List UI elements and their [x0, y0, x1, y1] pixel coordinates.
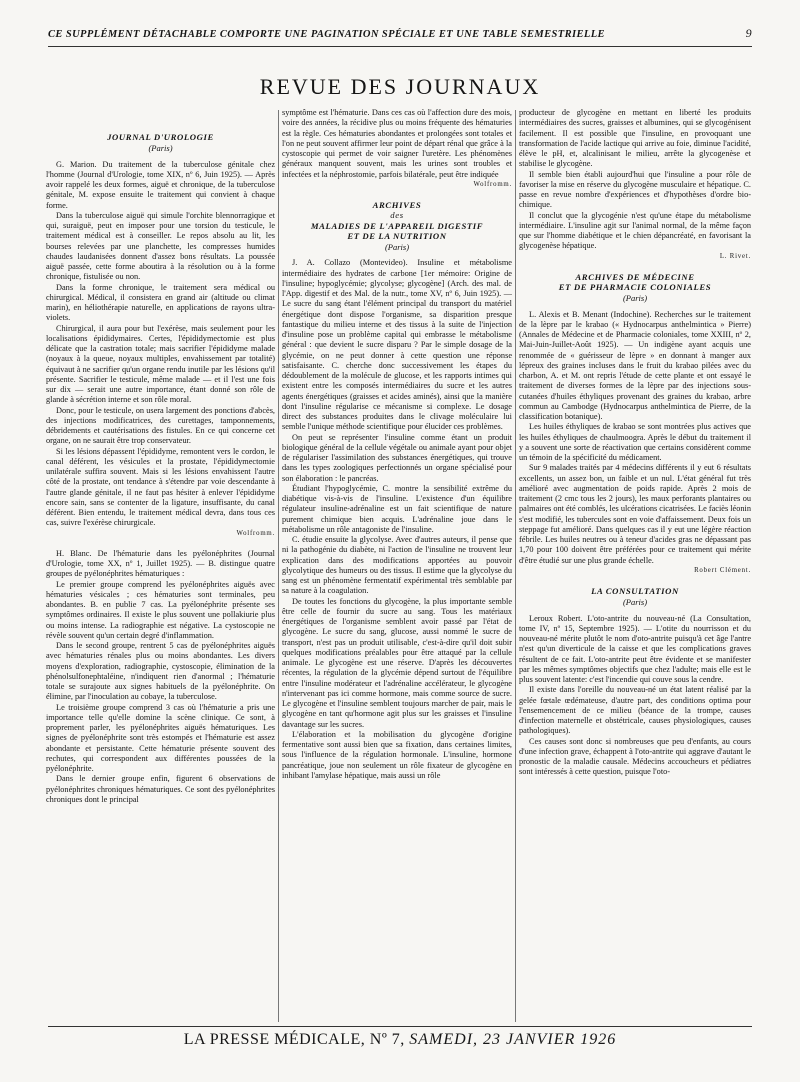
author-signature: L. Rivet.: [719, 252, 751, 260]
article-paragraph: symptôme est l'hématurie. Dans ces cas où l'affection dure des mois, voire des années, la récidive plus ou moins fréquente des hématuries est la règle. Ces hématuries abondantes et prolongées sont totales et l'on ne peut souvent affirmer leur point de départ rénal que grâce à la cystoscopie qui permet de voir saigner l'uretère. Les phénomènes généraux manquent souvent, mais les urines sont troubles et infectées et la néphrostomie, parfois bilatérale, peut être indiquée: [282, 108, 512, 179]
section-title-line: des: [390, 210, 404, 221]
section-title-line: ARCHIVES DE MÉDECINE: [575, 271, 695, 282]
running-header: [48, 26, 752, 47]
article-paragraph: Sur 9 malades traités par 4 médecins différents il y eut 6 résultats excellents, un assez bon, un faible et un nul. L'état général fut très amélioré avec augmentation de poids rapide. Après 2 mois de traitement (2 cmc tous les 2 jours), les maux perforants plantaires ou palmaires ont été comblés, les ulcérations cicatrisées. Le faciès léonin s'est modifié, les tubercules sont en voie d'affaissement. Deux fois un steppage fut amélioré. Dans quelques cas il y eut une légère réaction fébrile. Les huiles neutres ou à teneur d'acides gras ne dépassant pas 1,70 pour 100 doivent être préférées pour ce traitement qui mérite d'être étudié sur une plus grande échelle.: [519, 463, 751, 565]
section-title-line: ET DE PHARMACIE COLONIALES: [558, 282, 712, 292]
article-paragraph: Dans le second groupe, rentrent 5 cas de pyélonéphrites aiguës avec hématuries rénales plus ou moins abondantes. Les divers moyens d'exploration, radiographie, cystoscopie, élimination de la phénolsulfonephtaléine, n'indiquent rien d'anormal ; l'hématurie totale se surajoute aux signes habituels de la pyélonéphrite. On élimine, par l'inoculation au cobaye, la tuberculose.: [46, 641, 275, 702]
article-paragraph: Étudiant l'hypoglycémie, C. montre la sensibilité extrême du diabétique vis-à-vis de l'insuline. L'existence d'un équilibre régulateur insuline-adrénaline est un fait scientifique de nature purement chimique bien acquis. L'adrénaline joue dans le métabolisme un rôle antagoniste de l'insuline.: [282, 483, 512, 534]
article-paragraph: Si les lésions dépassent l'épididyme, remontent vers le cordon, le canal déférent, les vésicules et la prostate, l'épididymectomie unilatérale suffira souvent. Mais si les lésions envahissent l'autre côté de la prostate, ont tendance à s'étendre par voie descendante à l'autre glande génitale, il ne faut pas hésiter à enlever l'épididyme encore sain, sans se contenter de la ligature, insuffisante, du canal déférent. Bien entendu, le traitement médical devra, dans tous ces cas, suivre l'exérèse chirurgicale.: [46, 446, 275, 528]
page-number: 9: [745, 26, 752, 40]
author-signature: Wolfromm.: [236, 529, 275, 537]
section-title: JOURNAL D'UROLOGIE: [107, 132, 214, 142]
article-paragraph: Donc, pour le testicule, on usera largement des ponctions d'abcès, des injections modificatrices, des curettages, tamponnements, débridements et cautérisations des fistules. En ce qui concerne cet organe, on ne saurait être trop conservateur.: [46, 405, 275, 446]
article-paragraph: Le premier groupe comprend les pyélonéphrites aiguës avec hématuries vésicales ; ces hématuries sont terminales, peu abondantes. B. en publie 7 cas. La pyélonéphrite présente ses symptômes ordinaires. Il existe le plus souvent une pollakiurie plus ou moins intense. La radiographie est négative. La cystoscopie ne révèle souvent qu'un certain degré d'inflammation.: [46, 579, 275, 640]
article-paragraph: Ces causes sont donc si nombreuses que peu d'enfants, au cours d'une infection grave, échappent à l'oto-antrite qui aggrave d'autant le pronostic de la maladie causale. Médecins accoucheurs et pédiatres sont intéressés à cette question, puisque l'oto-: [519, 736, 751, 777]
page-title: REVUE DES JOURNAUX: [259, 74, 541, 99]
article-paragraph: J. A. Collazo (Montevideo). Insuline et métabolisme intermédiaire des hydrates de carbone [1er mémoire: Origine de l'insuline; hypoglycémie; glycolyse; glycogène] (Arch. des mal. de l'App. digestif et des Mal. de la nutr., tome XV, nº 6, Juin 1925). — Le sucre du sang étant l'élément principal du transport du matériel énergétique dont dispose l'organisme, sa disparition presque fantastique du milieu interne et des tissus à la suite de l'injection d'insuline pose un problème capital qui embrasse le métabolisme général : que devient le sucre disparu ? Par le simple dosage de la glycémie, on ne peut donner à cette question une réponse satisfaisante. C. cherche donc successivement les étapes du dédoublement de la molécule de glucose, et les rapports intimes qui existent entre les composés intermédiaires du sucre et les autres agents énergétiques (graisses et acides aminés), ainsi que la manière dont l'insuline régularise ce mécanisme si complexe. Le dosage direct des substances produites dans le clivage moléculaire lui semble l'unique méthode scientifique pour élucider ces problèmes.: [282, 258, 512, 432]
section-subtitle: (Paris): [384, 242, 410, 252]
article-paragraph: Les huiles éthyliques de krabao se sont montrées plus actives que les huiles éthyliques de chaulmoogra. Après le début du traitement il y a souvent une sorte de réactivation que certains considèrent comme un témoin de la spécificité du médicament.: [519, 422, 751, 462]
supplement-notice: CE SUPPLÉMENT DÉTACHABLE COMPORTE UNE PAGINATION SPÉCIALE ET UNE TABLE SEMESTRIELLE: [48, 29, 605, 40]
section-subtitle: (Paris): [622, 293, 648, 304]
article-paragraph: Dans le dernier groupe enfin, figurent 6 observations de pyélonéphrites chroniques hématuriques. Ce sont des pyélonéphrites chroniques dont le principal: [46, 774, 275, 804]
section-subtitle: (Paris): [622, 597, 648, 608]
section-title-line: MALADIES DE L'APPAREIL DIGESTIF: [310, 220, 484, 231]
column-3: [519, 108, 751, 1026]
column-rule-1: [278, 110, 279, 1022]
author-signature: Robert Clément.: [694, 566, 751, 574]
article-paragraph: G. Marion. Du traitement de la tuberculose génitale chez l'homme (Journal d'Urologie, tome XIX, nº 6, Juin 1925). — Après avoir rappelé les deux formes, aiguë et chronique, de la tuberculose génitale, M. expose ensuite le traitement qui convient à chaque forme.: [46, 159, 275, 210]
section-title: LA CONSULTATION: [591, 586, 679, 596]
column-rule-2: [515, 110, 516, 1022]
article-paragraph: H. Blanc. De l'hématurie dans les pyélonéphrites (Journal d'Urologie, tome XX, nº 1, Juillet 1925). — B. distingue quatre groupes de pyélonéphrites hématuriques :: [46, 548, 275, 579]
article-paragraph: Dans la forme chronique, le traitement sera médical ou chirurgical. Médical, il consistera en grand air (altitude ou climat marin), en héliothérapie naturelle, en applications de rayons ultra-violets.: [46, 282, 275, 323]
article-paragraph: L. Alexis et B. Menant (Indochine). Recherches sur le traitement de la lèpre par le krabao (« Hydnocarpus anthelmintica » Pierre) (Annales de Médecine et de Pharmacie coloniales, tome XXIII, nº 2, Mai-Juin-Juillet-Août 1925). — Un indigène ayant acquis une renommée de « guérisseur de lèpre » en donnant à manger aux lépreux des graines incluses dans le fruit du krabao pilées avec du charbon, A. et M. ont repris l'étude de cette plante et ont essayé le traitement de diverses formes de la lèpre par des injections sous-cutanées d'huiles éthyliques provenant des graines du krabao, arbre commun au Cambodge (Hydnocarpus anthelmintica de Pierre, de la classification botanique).: [519, 309, 751, 421]
article-paragraph: Il conclut que la glycogénie n'est qu'une étape du métabolisme intermédiaire. L'insuline agit sur l'animal normal, de la même façon que sur l'homme diabétique et le chien dépancréaté, en favorisant la glycogenèse hépatique.: [519, 210, 751, 251]
article-paragraph: On peut se représenter l'insuline comme étant un produit biologique général de la cellule végétale ou animale ayant pour objet de régulariser l'assimilation des substances énergétiques, qui trouve dans les types zoologiques perfectionnés un organe spécialisé pour son élaboration : le pancréas.: [282, 432, 512, 483]
page-footer: [48, 1026, 752, 1049]
article-paragraph: Dans la tuberculose aiguë qui simule l'orchite blennorragique et qui, suraiguë, peut en imposer pour une torsion du testicule, le traitement médical est à conseiller. Le repos absolu au lit, les bourses relevées par une planchette, les compresses humides chaudes laudanisées donnent d'assez bons résultats. La poussée aiguë passée, cette forme aboutira à la résolution ou à la forme chronique, fistulisée ou non.: [46, 210, 275, 282]
author-signature: Wolfromm.: [473, 180, 512, 188]
column-1: [46, 108, 275, 1026]
issue-date: SAMEDI, 23 JANVIER 1926: [409, 1031, 617, 1048]
section-title-line: ARCHIVES: [372, 200, 422, 210]
column-2: [282, 108, 512, 1026]
journal-name: LA PRESSE MÉDICALE, Nº 7,: [183, 1031, 405, 1048]
article-paragraph: Il semble bien établi aujourd'hui que l'insuline a pour rôle de favoriser la mise en réserve du glycogène musculaire et hépatique. C. passe en revue nombre d'expériences et d'hypothèses d'ordre bio-chimique.: [519, 169, 751, 210]
section-title-line: ET DE LA NUTRITION: [347, 230, 447, 241]
article-paragraph: De toutes les fonctions du glycogène, la plus importante semble être celle de fournir du sucre au sang. Tous les matériaux énergétiques de l'organisme semblent avoir passé par l'état de glycogène. Le sucre du sang, glucose, aussi nommé le sucre de transport, n'est pas un produit utilisable, c'est-à-dire qu'il doit subir quelques modifications préalables pour être attaqué par la cellule animale. Le glycogène est une réserve. D'après les découvertes récentes, la régulation de la glycémie dépend surtout de l'équilibre entre l'insuline modérateur et l'adrénaline accélérateur, le glycogène n'intervenant pas ici comme hormone, mais comme source de sucre. Le glycogène et l'insuline semblent toujours marcher de pair, mais le glycogène en tant qu'hormone agit plus sur les graisses et l'insuline davantage sur les sucres.: [282, 596, 512, 729]
article-paragraph: Chirurgical, il aura pour but l'exérèse, mais seulement pour les localisations épididymaires. Certes, l'épididymectomie est plus délicate que la castration totale; mais sacrifier l'épididyme malade (noyaux à la queue, noyaux multiples, envahissement par totalité) équivaut à ne sacrifier qu'un organe rendu inutile par les lésions qu'il présente. Sacrifier le testicule, même malade — et il l'est une fois sur dix — serait une autre importance, étant donné son rôle de glande à sécrétion interne et son rôle moral.: [46, 323, 275, 405]
article-paragraph: L'élaboration et la mobilisation du glycogène d'origine fermentative sont aussi bien que sa fixation, dans certaines limites, sous l'influence de la régulation hormonale. L'insuline, hormone pancréatique, joue non seulement un rôle fixateur de glycogène en inhibant l'amylase hépatique, mais aussi un rôle: [282, 729, 512, 780]
article-paragraph: C. étudie ensuite la glycolyse. Avec d'autres auteurs, il pense que ni la pathogénie du diabète, ni l'action de l'insuline ne trouvent leur explication dans des modifications apportées au pouvoir glycolytique des humeurs ou des tissus. Il estime que la glycolyse du sang est un phénomène fermentatif expérimental très semblable par sa nature à la coagulation.: [282, 535, 512, 596]
article-paragraph: producteur de glycogène en mettant en liberté les produits intermédiaires des sucres, graisses et albumines, qui se glycogénisent facilement. Il est possible que l'insuline, en provoquant une transformation de l'acide lactique qui arrive au foie, diminue l'acidité, élève le pH, et, alcalinisant le milieu, arrête la glycogenèse et stabilise le glycogène.: [519, 108, 751, 169]
article-paragraph: Le troisième groupe comprend 3 cas où l'hématurie a pris une importance telle qu'elle domine la scène clinique. Ce sont, à proprement parler, les pyélonéphrites aiguës hématuriques. Les signes de pyélonéphrite sont très estompés et l'hématurie est assez abondante et persistante. Cette hématurie présente souvent des rechutes, qui correspondent aux différentes poussées de la pyélonéphrite.: [46, 702, 275, 773]
article-paragraph: Leroux Robert. L'oto-antrite du nouveau-né (La Consultation, tome IV, nº 15, Septembre 1925). — L'otite du nourrisson et du nouveau-né mérite plutôt le nom d'oto-antrite puisqu'à cet âge l'antre n'est qu'un diverticule de la caisse et que les complications graves résultent de ce fait. L'oto-antrite peut être évidente et se manifester par les mêmes symptômes objectifs que chez l'adulte; mais elle est le plus souvent latente: c'est l'incendie qui couve sous la cendre.: [519, 613, 751, 684]
article-paragraph: Il existe dans l'oreille du nouveau-né un état latent réalisé par la gelée fœtale œdémateuse, d'autre part, des conditions optima pour l'ensemencement de ce milieu (béance de la trompe, causes d'infection maternelle et obstétricale, causes physiologiques, causes pathologiques).: [519, 685, 751, 736]
section-subtitle: (Paris): [148, 143, 173, 154]
